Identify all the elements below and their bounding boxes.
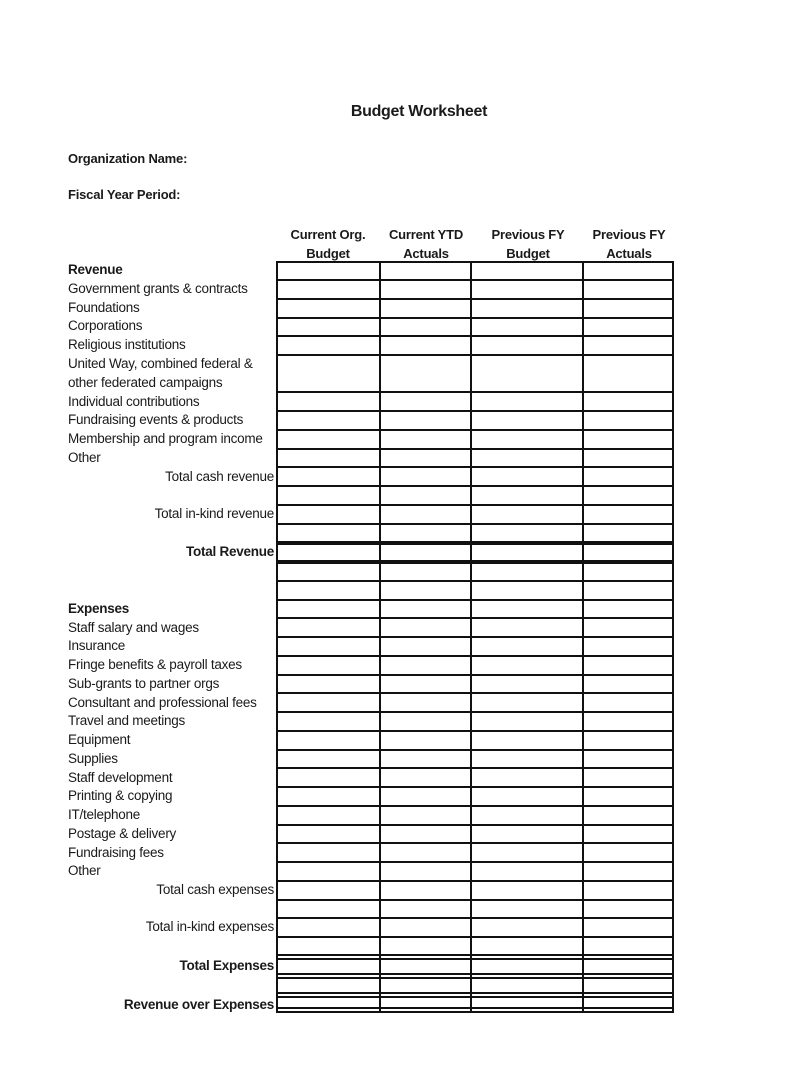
row-divider (276, 880, 674, 882)
page-title: Budget Worksheet (350, 103, 488, 120)
row-divider (276, 674, 674, 676)
expense-item-label: Insurance (68, 638, 126, 653)
row-divider (276, 749, 674, 751)
row-divider (276, 805, 674, 807)
row-divider (276, 636, 674, 638)
expense-item-label: Fringe benefits & payroll taxes (68, 657, 242, 672)
expense-item-label: Equipment (68, 732, 131, 747)
row-divider (276, 504, 674, 506)
revenue-item-label: Fundraising events & products (68, 412, 244, 427)
row-divider (276, 786, 674, 788)
row-divider-double (276, 996, 674, 998)
total-cash-revenue-label: Total cash revenue (165, 469, 274, 484)
row-divider (276, 767, 674, 769)
revenue-item-label: Membership and program income (68, 431, 263, 446)
revenue-section-header: Revenue (68, 262, 123, 277)
row-divider (276, 317, 674, 319)
row-divider (276, 730, 674, 732)
row-divider (276, 692, 674, 694)
expense-item-label: Other (68, 863, 101, 878)
expense-item-label: Fundraising fees (68, 845, 164, 860)
expenses-section-header: Expenses (68, 601, 130, 616)
row-divider-double (276, 1007, 674, 1009)
row-divider (276, 861, 674, 863)
row-divider (276, 298, 674, 300)
expense-item-label: Supplies (68, 751, 118, 766)
row-divider (276, 842, 674, 844)
row-divider (276, 279, 674, 281)
revenue-item-label: Foundations (68, 300, 140, 315)
row-divider (276, 655, 674, 657)
column-header-line: Budget (506, 246, 550, 261)
row-divider-double (276, 958, 674, 960)
revenue-item-label: Individual contributions (68, 394, 200, 409)
column-header-current-org-budget (276, 225, 380, 263)
row-divider-thick (276, 541, 674, 545)
expense-item-label: Staff development (68, 770, 173, 785)
row-divider (276, 391, 674, 393)
row-divider (276, 711, 674, 713)
expense-item-label: IT/telephone (68, 807, 141, 822)
row-divider (276, 335, 674, 337)
revenue-item-label: Religious institutions (68, 337, 186, 352)
revenue-over-expenses-label: Revenue over Expenses (123, 997, 274, 1012)
row-divider (276, 936, 674, 938)
expense-item-label: Consultant and professional fees (68, 695, 257, 710)
row-divider (276, 485, 674, 487)
revenue-item-label: Other (68, 450, 101, 465)
total-revenue-label: Total Revenue (185, 544, 274, 559)
row-divider (276, 354, 674, 356)
row-divider (276, 523, 674, 525)
column-header-line: Previous FY (491, 227, 565, 242)
column-header-line: Previous FY (592, 227, 666, 242)
row-divider-double (276, 954, 674, 956)
column-header-line: Current Org. (290, 227, 366, 242)
total-expenses-label: Total Expenses (179, 958, 274, 973)
row-divider (276, 448, 674, 450)
expense-item-label: Printing & copying (68, 788, 173, 803)
expense-item-label: Travel and meetings (68, 713, 186, 728)
row-divider (276, 617, 674, 619)
row-divider-thick (276, 560, 674, 564)
column-header-line: Budget (306, 246, 350, 261)
revenue-item-label: Corporations (68, 318, 143, 333)
column-header-previous-fy-actuals (584, 225, 674, 263)
organization-name-label: Organization Name: (68, 151, 188, 166)
row-divider (276, 466, 674, 468)
row-divider (276, 580, 674, 582)
column-header-previous-fy-budget (472, 225, 584, 263)
column-header-line: Actuals (403, 246, 449, 261)
row-divider-double (276, 977, 674, 979)
row-divider (276, 824, 674, 826)
expense-item-label: Postage & delivery (68, 826, 177, 841)
total-cash-expenses-label: Total cash expenses (156, 882, 274, 897)
row-divider (276, 429, 674, 431)
row-divider (276, 599, 674, 601)
row-divider (276, 899, 674, 901)
total-inkind-revenue-label: Total in-kind revenue (154, 506, 274, 521)
revenue-item-label: United Way, combined federal & (68, 356, 253, 371)
row-divider-double (276, 973, 674, 975)
revenue-item-label: Government grants & contracts (68, 281, 248, 296)
total-inkind-expenses-label: Total in-kind expenses (145, 919, 274, 934)
column-header-line: Current YTD (388, 227, 464, 242)
row-divider (276, 410, 674, 412)
column-header-line: Actuals (606, 246, 652, 261)
expense-item-label: Sub-grants to partner orgs (68, 676, 220, 691)
fiscal-year-period-label: Fiscal Year Period: (68, 187, 181, 202)
expense-item-label: Staff salary and wages (68, 620, 199, 635)
row-divider-double (276, 992, 674, 994)
column-header-current-ytd-actuals (380, 225, 472, 263)
revenue-item-label: other federated campaigns (68, 375, 223, 390)
row-divider (276, 917, 674, 919)
